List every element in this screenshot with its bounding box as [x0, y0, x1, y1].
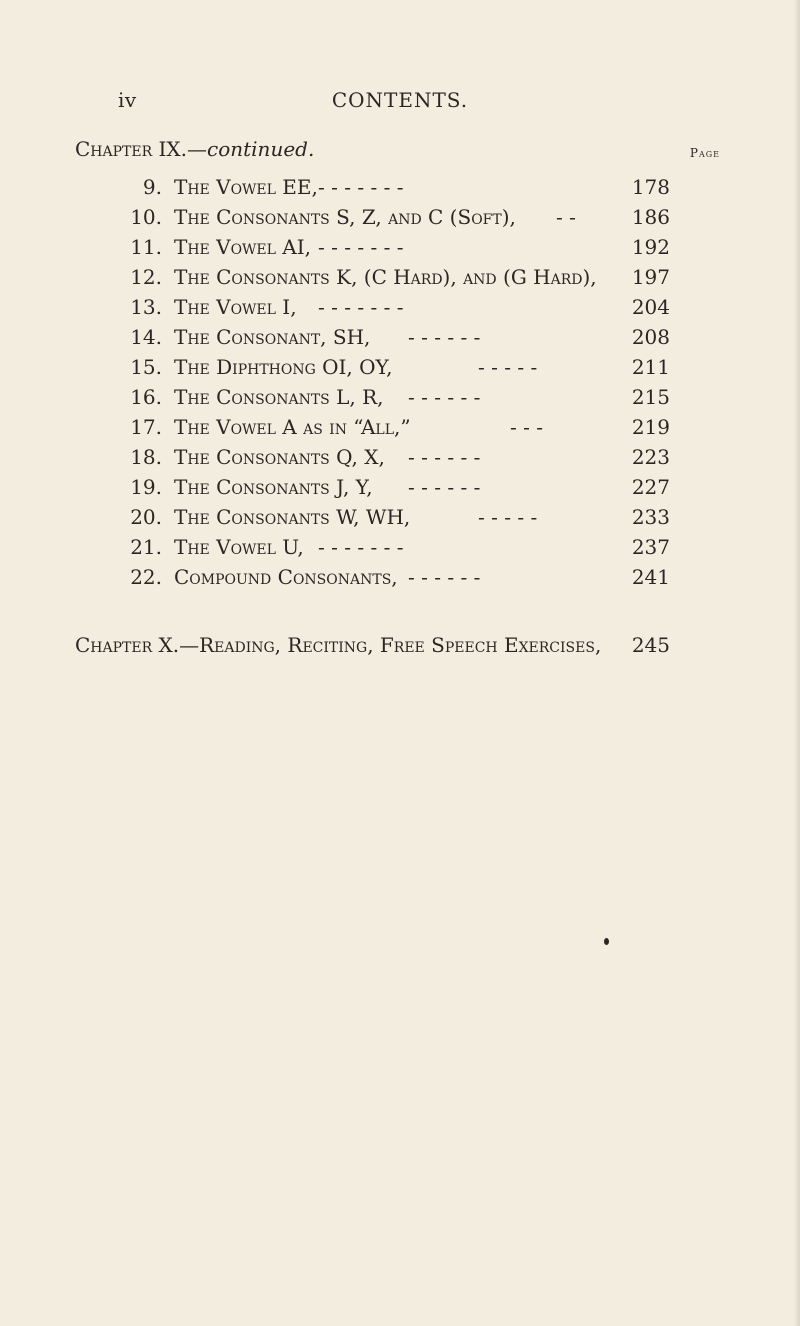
entry-number: 14. [130, 325, 162, 349]
toc-entry [0, 472, 800, 502]
entry-page: 186 [631, 205, 670, 229]
toc-entry [0, 562, 800, 592]
chapter-ix-continued: continued. [207, 137, 315, 161]
page-column-label: Page [689, 146, 720, 160]
chapter-x-entry [75, 630, 725, 660]
entry-title: The Vowel I, [174, 295, 297, 319]
toc-entry [0, 262, 800, 292]
entry-number: 19. [130, 475, 162, 499]
entry-title: The Vowel EE, [174, 175, 318, 199]
entry-page: 215 [631, 385, 670, 409]
entry-page: 223 [631, 445, 670, 469]
toc-entry [0, 202, 800, 232]
chapter-x-page: 245 [631, 633, 670, 657]
ink-speck [604, 938, 609, 945]
entry-leader: - - - - - - [408, 385, 481, 409]
entry-number: 20. [130, 505, 162, 529]
chapter-x-title: Chapter X.—Reading, Reciting, Free Speech Exercises, [75, 633, 602, 657]
entry-leader: - - - [510, 415, 543, 439]
entry-page: 204 [631, 295, 670, 319]
chapter-ix-label: Chapter IX. [75, 137, 187, 161]
entry-number: 18. [130, 445, 162, 469]
toc-entry [0, 232, 800, 262]
entry-page: 241 [631, 565, 670, 589]
entry-page: 237 [631, 535, 670, 559]
entry-page: 233 [631, 505, 670, 529]
entry-page: 227 [631, 475, 670, 499]
toc-entry [0, 352, 800, 382]
entry-number: 15. [130, 355, 162, 379]
toc-entry [0, 292, 800, 322]
toc-entry [0, 412, 800, 442]
entry-title: The Consonants S, Z, and C (Soft), [174, 205, 516, 229]
entry-leader: - - [556, 205, 576, 229]
entry-title: The Diphthong OI, OY, [174, 355, 393, 379]
entry-title: The Consonants K, (C Hard), and (G Hard), [174, 265, 597, 289]
entry-page: 197 [631, 265, 670, 289]
running-title: CONTENTS. [331, 88, 469, 112]
entry-title: Compound Consonants, [174, 565, 398, 589]
entry-title: The Vowel A as in “All,” [174, 415, 411, 439]
toc-entry [0, 322, 800, 352]
entry-number: 13. [130, 295, 162, 319]
entry-number: 21. [130, 535, 162, 559]
entry-leader: - - - - - [478, 505, 538, 529]
entry-leader: - - - - - - - [318, 295, 404, 319]
entry-leader: - - - - - - - [318, 235, 404, 259]
entry-page: 178 [631, 175, 670, 199]
entry-number: 22. [130, 565, 162, 589]
chapter-ix-heading [75, 137, 725, 167]
entry-leader: - - - - - - [408, 475, 481, 499]
entry-title: The Vowel AI, [174, 235, 312, 259]
entry-page: 211 [631, 355, 670, 379]
entry-number: 10. [130, 205, 162, 229]
toc-entry [0, 382, 800, 412]
entry-number: 16. [130, 385, 162, 409]
entry-number: 11. [130, 235, 162, 259]
entry-page: 219 [631, 415, 670, 439]
page-header [0, 88, 800, 116]
entry-leader: - - - - - [478, 355, 538, 379]
entry-leader: - - - - - - [408, 445, 481, 469]
entry-page: 192 [631, 235, 670, 259]
entry-title: The Consonants W, WH, [174, 505, 411, 529]
toc-entry [0, 442, 800, 472]
entry-number: 17. [130, 415, 162, 439]
toc-entry [0, 502, 800, 532]
entry-number: 9. [142, 175, 162, 199]
page-folio: iv [118, 88, 137, 112]
entry-number: 12. [130, 265, 162, 289]
entry-leader: - - - - - - [408, 325, 481, 349]
chapter-ix-dash: — [187, 137, 207, 161]
entry-title: The Consonants Q, X, [174, 445, 385, 469]
entry-leader: - - - - - - [408, 565, 481, 589]
entry-leader: - - - - - - - [318, 175, 404, 199]
toc-entry [0, 532, 800, 562]
entry-title: The Vowel U, [174, 535, 304, 559]
entry-title: The Consonants J, Y, [174, 475, 373, 499]
entry-leader: - - - - - - - [318, 535, 404, 559]
entry-title: The Consonant, SH, [174, 325, 371, 349]
toc-entry [0, 172, 800, 202]
entry-page: 208 [631, 325, 670, 349]
entry-title: The Consonants L, R, [174, 385, 384, 409]
